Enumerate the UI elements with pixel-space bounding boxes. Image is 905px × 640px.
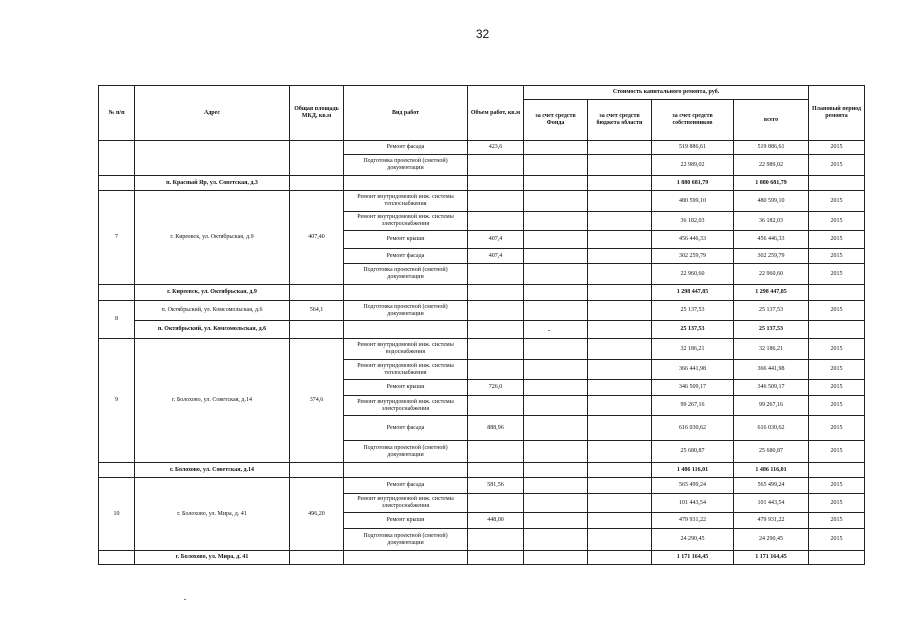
cell-period xyxy=(809,463,865,478)
subtotal-owners: 1 880 681,79 xyxy=(652,176,734,191)
cell-volume xyxy=(468,321,524,339)
cell-region xyxy=(588,463,652,478)
cell-total: 480 599,10 xyxy=(734,191,809,212)
cell-total: 616 030,62 xyxy=(734,416,809,441)
cell-region xyxy=(588,231,652,249)
cell-region xyxy=(588,339,652,360)
cell-fund xyxy=(524,301,588,321)
cell-owners: 480 599,10 xyxy=(652,191,734,212)
subtotal-address: п. Красный Яр, ул. Советская, д.3 xyxy=(135,176,290,191)
cell-owners: 519 886,61 xyxy=(652,141,734,155)
cell-total: 24 290,45 xyxy=(734,529,809,551)
cell-work xyxy=(344,551,468,565)
cell-area xyxy=(290,551,344,565)
cell-num: 7 xyxy=(99,191,135,285)
cell-address: п. Октябрьский, ул. Комсомольская, д.6 xyxy=(135,301,290,321)
cell-owners: 32 186,21 xyxy=(652,339,734,360)
header-num: № п/п xyxy=(99,86,135,141)
cell-volume: 888,96 xyxy=(468,416,524,441)
cell-region xyxy=(588,141,652,155)
cell-volume: 423,6 xyxy=(468,141,524,155)
cell-owners: 36 182,03 xyxy=(652,212,734,231)
cell-period xyxy=(809,551,865,565)
cell-fund xyxy=(524,529,588,551)
cell-fund xyxy=(524,441,588,463)
cell-area: 496,20 xyxy=(290,478,344,551)
cell-work: Ремонт фасада xyxy=(344,249,468,264)
cell-work: Ремонт внутридомовой инж. системы электроснабжения xyxy=(344,396,468,416)
cell-work: Ремонт внутридомовой инж. системы электроснабжения xyxy=(344,494,468,513)
cell-owners: 25 680,87 xyxy=(652,441,734,463)
cell-work xyxy=(344,176,468,191)
cell-num xyxy=(99,141,135,176)
cell-period xyxy=(809,321,865,339)
cell-address xyxy=(135,141,290,176)
cell-work: Ремонт крыши xyxy=(344,513,468,529)
cell-area xyxy=(290,176,344,191)
cell-num: 10 xyxy=(99,478,135,551)
cell-work: Ремонт внутридомовой инж. системы теплоснабжения xyxy=(344,360,468,380)
cell-num xyxy=(99,176,135,191)
cell-owners: 479 931,22 xyxy=(652,513,734,529)
cell-area xyxy=(290,463,344,478)
cell-period: 2015 xyxy=(809,231,865,249)
cell-region xyxy=(588,321,652,339)
cell-region xyxy=(588,396,652,416)
cell-num: 9 xyxy=(99,339,135,463)
cell-region xyxy=(588,529,652,551)
cell-area: 374,6 xyxy=(290,339,344,463)
cell-total: 22 960,60 xyxy=(734,264,809,285)
header-period: Плановый период ремонта xyxy=(809,86,865,141)
cell-fund xyxy=(524,396,588,416)
subtotal-address: г. Болохово, ул. Советская, д.14 xyxy=(135,463,290,478)
cell-period: 2015 xyxy=(809,529,865,551)
cell-period: 2015 xyxy=(809,416,865,441)
cell-period: 2015 xyxy=(809,441,865,463)
cell-region xyxy=(588,551,652,565)
cell-region xyxy=(588,301,652,321)
cell-work xyxy=(344,285,468,301)
cell-period: 2015 xyxy=(809,249,865,264)
cell-work: Подготовка проектной (сметной) документации xyxy=(344,264,468,285)
cell-period: 2015 xyxy=(809,513,865,529)
header-fund: за счет средств Фонда xyxy=(524,100,588,141)
cell-fund xyxy=(524,212,588,231)
cell-owners: 101 443,54 xyxy=(652,494,734,513)
cell-region xyxy=(588,155,652,176)
cell-region xyxy=(588,264,652,285)
cell-period: 2015 xyxy=(809,339,865,360)
cell-fund xyxy=(524,176,588,191)
cell-total: 99 267,16 xyxy=(734,396,809,416)
cell-fund xyxy=(524,231,588,249)
cell-work: Подготовка проектной (сметной) документации xyxy=(344,529,468,551)
subtotal-total: 1 486 116,01 xyxy=(734,463,809,478)
subtotal-total: 1 880 681,79 xyxy=(734,176,809,191)
cell-work: Подготовка проектной (сметной) документации xyxy=(344,155,468,176)
cell-fund xyxy=(524,141,588,155)
subtotal-address: п. Октябрьский, ул. Комсомольская, д.6 xyxy=(135,321,290,339)
cell-fund xyxy=(524,191,588,212)
header-owners: за счет средств собственников xyxy=(652,100,734,141)
cell-total: 32 186,21 xyxy=(734,339,809,360)
cell-period: 2015 xyxy=(809,478,865,494)
cell-volume xyxy=(468,551,524,565)
cell-period: 2015 xyxy=(809,141,865,155)
cell-period: 2015 xyxy=(809,396,865,416)
cell-work: Ремонт крыши xyxy=(344,380,468,396)
cell-fund xyxy=(524,551,588,565)
cell-owners: 25 137,53 xyxy=(652,301,734,321)
cell-work: Ремонт внутридомовой инж. системы водоснабжения xyxy=(344,339,468,360)
cell-region xyxy=(588,285,652,301)
header-volume: Объем работ, кв.м xyxy=(468,86,524,141)
cell-fund xyxy=(524,513,588,529)
cell-fund xyxy=(524,155,588,176)
header-region: за счет средств бюджета области xyxy=(588,100,652,141)
cell-fund xyxy=(524,494,588,513)
cell-volume xyxy=(468,339,524,360)
cell-period: 2015 xyxy=(809,494,865,513)
cell-volume: 581,56 xyxy=(468,478,524,494)
subtotal-total: 1 298 447,85 xyxy=(734,285,809,301)
cell-fund xyxy=(524,285,588,301)
cell-fund xyxy=(524,463,588,478)
cell-period: 2015 xyxy=(809,155,865,176)
cell-period xyxy=(809,176,865,191)
cell-period: 2015 xyxy=(809,301,865,321)
cell-total: 519 886,61 xyxy=(734,141,809,155)
cell-volume xyxy=(468,360,524,380)
cell-volume xyxy=(468,285,524,301)
subtotal-address: г. Киреевск, ул. Октябрьская, д.9 xyxy=(135,285,290,301)
cell-total: 101 443,54 xyxy=(734,494,809,513)
cell-region xyxy=(588,478,652,494)
cell-work: Ремонт внутридомовой инж. системы электроснабжения xyxy=(344,212,468,231)
cell-work: Ремонт фасада xyxy=(344,416,468,441)
cell-num: 8 xyxy=(99,301,135,339)
cell-volume xyxy=(468,176,524,191)
cell-period: 2015 xyxy=(809,212,865,231)
cell-owners: 616 030,62 xyxy=(652,416,734,441)
cell-region xyxy=(588,494,652,513)
cell-num xyxy=(99,285,135,301)
header-work-type: Вид работ xyxy=(344,86,468,141)
cell-owners: 565 499,24 xyxy=(652,478,734,494)
cell-work: Ремонт фасада xyxy=(344,478,468,494)
cell-area: 564,1 xyxy=(290,301,344,321)
cell-total: 36 182,03 xyxy=(734,212,809,231)
cell-region xyxy=(588,191,652,212)
subtotal-owners: 1 171 164,45 xyxy=(652,551,734,565)
subtotal-total: 1 171 164,45 xyxy=(734,551,809,565)
subtotal-address: г. Болохово, ул. Мира, д. 41 xyxy=(135,551,290,565)
cell-period: 2015 xyxy=(809,360,865,380)
subtotal-owners: 1 298 447,85 xyxy=(652,285,734,301)
cell-owners: 22 960,60 xyxy=(652,264,734,285)
cell-owners: 456 446,33 xyxy=(652,231,734,249)
cell-address: г. Киреевск, ул. Октябрьская, д.9 xyxy=(135,191,290,285)
cell-owners: 22 989,02 xyxy=(652,155,734,176)
cell-owners: 24 290,45 xyxy=(652,529,734,551)
cell-fund xyxy=(524,339,588,360)
cell-work: Ремонт фасада xyxy=(344,141,468,155)
cell-work: Ремонт внутридомовой инж. системы теплоснабжения xyxy=(344,191,468,212)
cell-owners: 99 267,16 xyxy=(652,396,734,416)
cell-area xyxy=(290,141,344,176)
cell-volume xyxy=(468,301,524,321)
cell-address: г. Болохово, ул. Советская, д.14 xyxy=(135,339,290,463)
cell-address: г. Болохово, ул. Мира, д. 41 xyxy=(135,478,290,551)
page-number: 32 xyxy=(475,27,490,41)
cell-work: Подготовка проектной (сметной) документации xyxy=(344,301,468,321)
cell-area xyxy=(290,321,344,339)
cell-region xyxy=(588,176,652,191)
cell-owners: 346 509,17 xyxy=(652,380,734,396)
cell-work: Подготовка проектной (сметной) документации xyxy=(344,441,468,463)
cell-total: 22 989,02 xyxy=(734,155,809,176)
cell-total: 346 509,17 xyxy=(734,380,809,396)
cell-period: 2015 xyxy=(809,380,865,396)
cell-total: 25 137,53 xyxy=(734,301,809,321)
cell-fund xyxy=(524,478,588,494)
repair-cost-table xyxy=(98,85,865,565)
subtotal-owners: 25 137,53 xyxy=(652,321,734,339)
cell-period xyxy=(809,285,865,301)
header-area: Общая площадь МКД, кв.м xyxy=(290,86,344,141)
cell-region xyxy=(588,416,652,441)
cell-period: 2015 xyxy=(809,191,865,212)
cell-total: 479 931,22 xyxy=(734,513,809,529)
cell-volume xyxy=(468,529,524,551)
cell-fund xyxy=(524,249,588,264)
cell-fund xyxy=(524,360,588,380)
cell-volume: 726,0 xyxy=(468,380,524,396)
cell-work: Ремонт крыши xyxy=(344,231,468,249)
cell-num xyxy=(99,551,135,565)
cell-total: 366 441,98 xyxy=(734,360,809,380)
cell-volume xyxy=(468,396,524,416)
cell-total: 25 680,87 xyxy=(734,441,809,463)
cell-fund xyxy=(524,264,588,285)
cell-region xyxy=(588,212,652,231)
cell-area: 407,40 xyxy=(290,191,344,285)
cell-owners: 302 259,79 xyxy=(652,249,734,264)
cell-region xyxy=(588,513,652,529)
cell-volume: 407,4 xyxy=(468,249,524,264)
cell-owners: 366 441,98 xyxy=(652,360,734,380)
cell-work xyxy=(344,463,468,478)
subtotal-owners: 1 486 116,01 xyxy=(652,463,734,478)
header-address: Адрес xyxy=(135,86,290,141)
cell-volume xyxy=(468,155,524,176)
cell-work xyxy=(344,321,468,339)
cell-volume xyxy=(468,212,524,231)
cell-volume xyxy=(468,264,524,285)
cell-region xyxy=(588,360,652,380)
subtotal-total: 25 137,53 xyxy=(734,321,809,339)
cell-total: 565 499,24 xyxy=(734,478,809,494)
cell-total: 456 446,33 xyxy=(734,231,809,249)
cell-period: 2015 xyxy=(809,264,865,285)
cell-volume xyxy=(468,494,524,513)
cell-volume: 407,4 xyxy=(468,231,524,249)
header-cost-group: Стоимость капитального ремонта, руб. xyxy=(524,86,809,100)
cell-num xyxy=(99,463,135,478)
cell-total: 302 259,79 xyxy=(734,249,809,264)
cell-fund xyxy=(524,416,588,441)
cell-volume xyxy=(468,463,524,478)
header-total: всего xyxy=(734,100,809,141)
cell-fund xyxy=(524,380,588,396)
cell-volume xyxy=(468,441,524,463)
cell-region xyxy=(588,441,652,463)
cell-fund xyxy=(524,321,588,339)
scan-speck xyxy=(548,330,550,331)
cell-region xyxy=(588,380,652,396)
cell-volume xyxy=(468,191,524,212)
scan-speck xyxy=(184,599,186,600)
cell-area xyxy=(290,285,344,301)
cell-volume: 448,00 xyxy=(468,513,524,529)
cell-region xyxy=(588,249,652,264)
